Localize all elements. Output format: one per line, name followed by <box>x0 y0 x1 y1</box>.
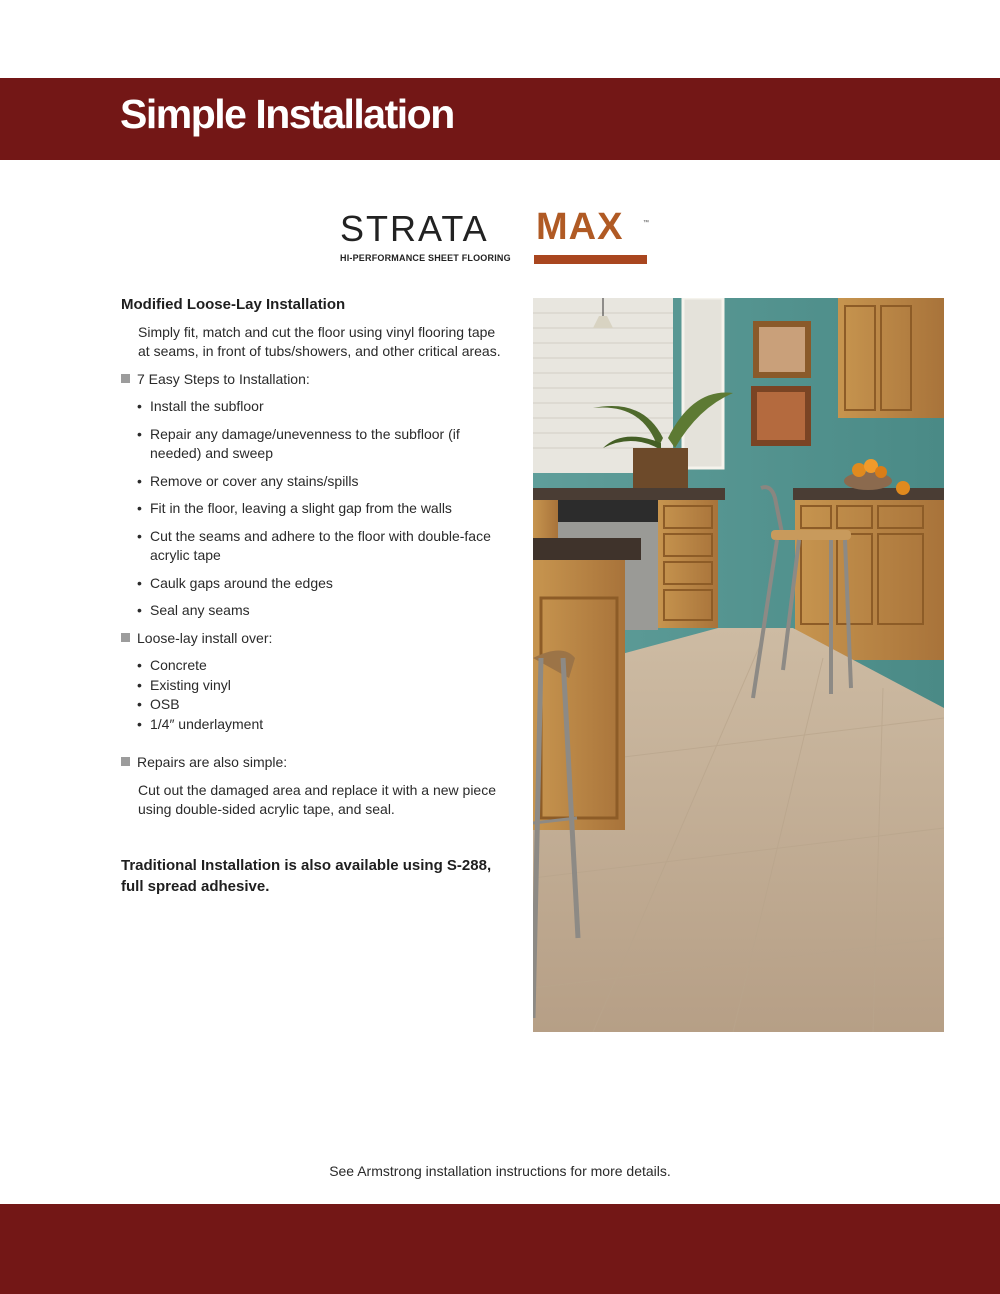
list-item <box>121 499 501 519</box>
steps-label <box>121 370 501 390</box>
stratamax-logo <box>338 206 652 268</box>
list-item <box>121 472 501 492</box>
repairs-label <box>121 753 501 773</box>
list-item-text: OSB <box>150 696 180 712</box>
logo-word-strata: STRATA <box>340 208 489 249</box>
list-item-text: Fit in the floor, leaving a slight gap from the walls <box>150 500 452 516</box>
bullet-icon: • <box>137 472 142 489</box>
list-item <box>121 574 501 594</box>
repairs-label-text: Repairs are also simple: <box>137 754 288 770</box>
bullet-icon: • <box>137 602 142 618</box>
bullet-icon: • <box>137 715 142 732</box>
list-item <box>121 425 501 464</box>
bullet-icon: • <box>137 527 142 544</box>
footer-note: See Armstrong installation instructions for more details. <box>329 1163 671 1179</box>
bullet-icon: • <box>137 574 142 591</box>
list-item-text: Existing vinyl <box>150 676 231 693</box>
intro-paragraph: Simply fit, match and cut the floor using vinyl flooring tape at seams, in front of tubs/showers, and other critical areas. <box>138 323 501 359</box>
list-item <box>121 715 501 735</box>
installation-content <box>121 295 501 897</box>
looselay-label-text: Loose-lay install over: <box>137 629 273 646</box>
trademark-mark: ™ <box>643 220 649 226</box>
list-item-text: Cut the seams and adhere to the floor with double-face acrylic tape <box>150 527 491 563</box>
steps-label-text: 7 Easy Steps to Installation: <box>137 370 310 387</box>
list-item-text: Caulk gaps around the edges <box>150 574 333 591</box>
section-heading: Modified Loose-Lay Installation <box>121 296 346 313</box>
list-item <box>121 527 501 566</box>
bullet-icon: • <box>137 676 142 693</box>
square-bullet-icon <box>121 633 130 642</box>
logo-word-max: MAX <box>536 206 624 248</box>
bullet-icon: • <box>137 425 142 442</box>
repairs-paragraph: Cut out the damaged area and replace it with a new piece using double-sided acrylic tape, and seal. <box>138 781 497 817</box>
page-title: Simple Installation <box>120 91 454 137</box>
list-item <box>121 601 501 621</box>
logo-accent-bar <box>534 255 647 264</box>
traditional-installation-note: Traditional Installation is also available using S-288, full spread adhesive. <box>121 856 492 895</box>
list-item <box>121 695 501 715</box>
bullet-icon: • <box>137 398 142 414</box>
list-item-text: Seal any seams <box>150 602 250 618</box>
bullet-icon: • <box>137 500 142 516</box>
logo-tagline: HI-PERFORMANCE SHEET FLOORING <box>340 253 511 263</box>
bullet-icon: • <box>137 657 142 673</box>
looselay-label <box>121 629 501 649</box>
list-item <box>121 656 501 676</box>
square-bullet-icon <box>121 374 130 383</box>
list-item-text: Repair any damage/unevenness to the subfloor (if needed) and sweep <box>150 425 460 461</box>
square-bullet-icon <box>121 757 130 766</box>
kitchen-illustration <box>533 298 944 1032</box>
list-item-text: Install the subfloor <box>150 398 264 414</box>
bullet-icon: • <box>137 696 142 712</box>
list-item <box>121 397 501 417</box>
footer-band <box>0 1204 1000 1294</box>
list-item <box>121 676 501 696</box>
kitchen-photo <box>533 298 944 1032</box>
list-item-text: Concrete <box>150 657 207 673</box>
list-item-text: Remove or cover any stains/spills <box>150 472 359 489</box>
list-item-text: 1/4″ underlayment <box>150 715 264 732</box>
